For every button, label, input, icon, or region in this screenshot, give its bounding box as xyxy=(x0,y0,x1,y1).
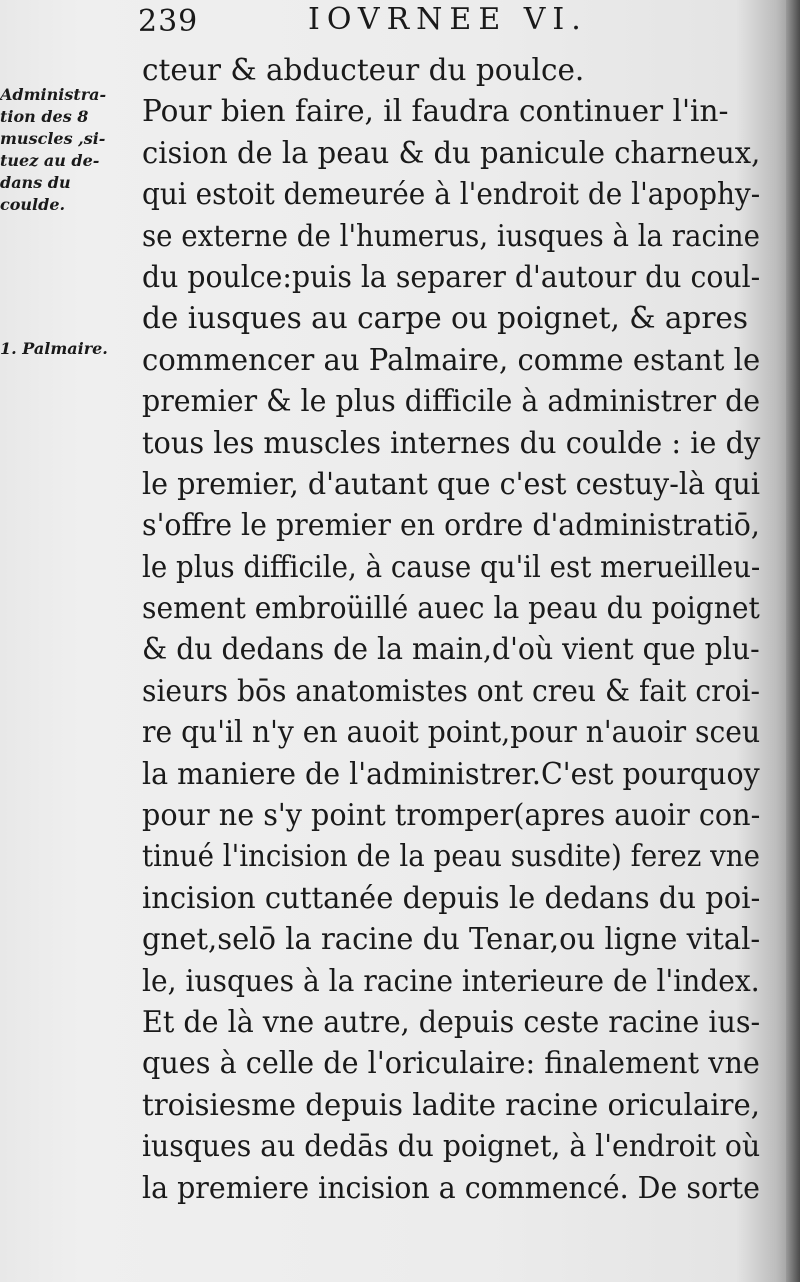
running-header xyxy=(138,2,758,44)
text-line: Pour bien faire, il faudra continuer l'in- xyxy=(142,94,729,129)
text-line: & du dedans de la main,d'où vient que plu- xyxy=(142,632,760,667)
margin-note-administration xyxy=(0,84,128,216)
text-line: la maniere de l'administrer.C'est pourquoy xyxy=(142,756,760,791)
text-line: le premier, d'autant que c'est cestuy-là qui xyxy=(142,466,760,501)
text-line: incision cuttanée depuis le dedans du poi- xyxy=(142,880,761,915)
page-number: 239 xyxy=(138,4,199,39)
text-line: cision de la peau & du panicule charneux, xyxy=(142,135,761,170)
text-line: le, iusques à la racine interieure de l'index. xyxy=(142,963,760,998)
text-line: le plus difficile, à cause qu'il est merueilleu- xyxy=(142,549,761,584)
text-line: commencer au Palmaire, comme estant le xyxy=(142,342,761,377)
margin-note-line: dans du xyxy=(0,173,71,192)
page-gutter xyxy=(786,0,800,1282)
margin-note-line: tuez au de- xyxy=(0,151,100,170)
text-line: sieurs bōs anatomistes ont creu & fait croi- xyxy=(142,673,761,708)
margin-note-line: tion des 8 xyxy=(0,107,89,126)
text-line: qui estoit demeurée à l'endroit de l'apophy- xyxy=(142,177,761,212)
text-line: du poulce:puis la separer d'autour du coul- xyxy=(142,259,761,294)
text-line: troisiesme depuis ladite racine oriculaire, xyxy=(142,1087,761,1122)
margin-note-line: coulde. xyxy=(0,195,66,214)
text-line: la premiere incision a commencé. De sorte xyxy=(142,1170,760,1205)
text-line: premier & le plus difficile à administrer de xyxy=(142,384,761,419)
text-line: s'offre le premier en ordre d'administratiō, xyxy=(142,508,760,543)
text-line: iusques au dedās du poignet, à l'endroit où xyxy=(142,1129,761,1164)
margin-note-line: muscles ,si- xyxy=(0,129,106,148)
text-line: re qu'il n'y en auoit point,pour n'auoir sceu xyxy=(142,715,761,750)
text-line: gnet,selō la racine du Tenar,ou ligne vital- xyxy=(142,922,761,957)
body-text xyxy=(142,50,762,1209)
text-line: pour ne s'y point tromper(apres auoir con- xyxy=(142,798,761,833)
text-line: sement embroüillé auec la peau du poignet xyxy=(142,591,760,626)
running-title: IOVRNEE VI. xyxy=(308,2,588,37)
margin-note-palmaire: 1. Palmaire. xyxy=(0,339,108,358)
text-line: tous les muscles internes du coulde : ie dy xyxy=(142,425,761,460)
text-line: de iusques au carpe ou poignet, & apres xyxy=(142,301,749,336)
text-line: cteur & abducteur du poulce. xyxy=(142,53,585,87)
margin-note-line: Administra- xyxy=(0,85,107,104)
text-line: se externe de l'humerus, iusques à la racine xyxy=(142,218,760,253)
text-line: Et de là vne autre, depuis ceste racine ius- xyxy=(142,1004,761,1039)
text-line: tinué l'incision de la peau susdite) ferez vne xyxy=(142,839,760,874)
text-line: ques à celle de l'oriculaire: finalement vne xyxy=(142,1046,760,1081)
